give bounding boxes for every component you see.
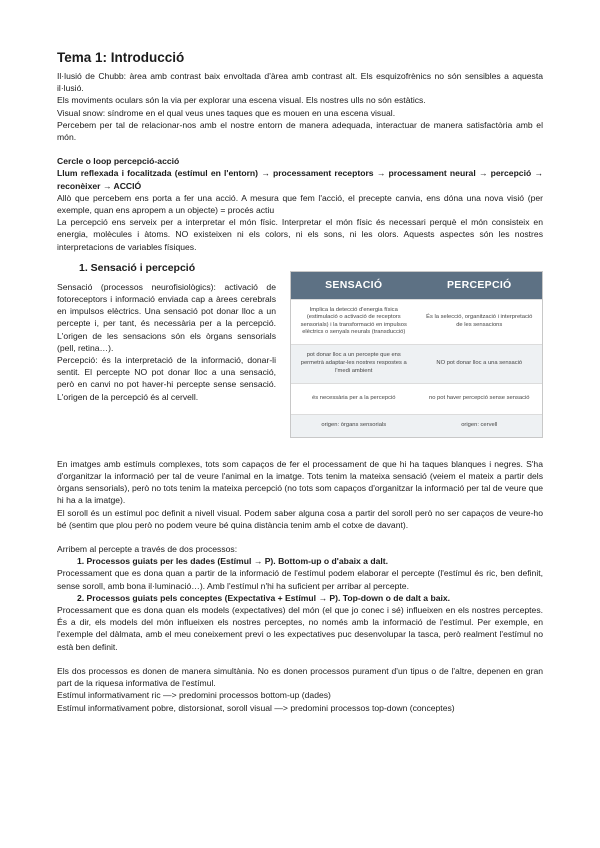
- paragraph: Processament que es dona quan els models (expectatives) del món (el que jo conec i sé) influeixen en els nostres perceptes. És a dir, els models del món influeixen els nostres perceptes, no només amb la informació de l'estímul. Per exemple, en l'exemple del dàlmata, amb el meu coneixement previ o les expectatives puc desenvolupar la tasca, però realment l'estímul no està ben definit.: [57, 605, 543, 652]
- list-item-heading: 2. Processos guiats pels conceptes (Expectativa + Estímul → P). Top-down o de dalt a baix.: [77, 592, 451, 603]
- paragraph: Visual snow: síndrome en el qual veus unes taques que es mouen en una escena visual.: [57, 107, 396, 118]
- subheading: Cercle o loop percepció-acció: [57, 156, 180, 167]
- table-cell: és necessària per a la percepció: [312, 395, 396, 402]
- table-cell: És la selecció, organització i interpretació de les sensacions: [426, 314, 533, 328]
- paragraph: Sensació (processos neurofisiològics): activació de fotoreceptors i informació enviada cap a àrees cerebrals en impulsos elèctrics. Una sensació pot donar lloc a un percepte i, per tant, és necessària per a la percepció. L'origen de les sensacions són els òrgans sensorials (pell, retina…).: [57, 281, 276, 353]
- paragraph: Els dos processos es donen de manera simultània. No es donen processos purament d'un tipus o de l'altre, depenen en gran part de la riquesa informativa de l'estímul.: [57, 665, 543, 689]
- list-item-heading: 1. Processos guiats per les dades (Estímul → P). Bottom-up o d'abaix a dalt.: [77, 556, 389, 567]
- paragraph: El soroll és un estímul poc definit a nivell visual. Podem saber alguna cosa a partir del soroll però no ser capaços de veure-ho bé (sentim que plou però no podem veure bé quina distància tenim amb el cotxe de davant).: [57, 507, 543, 530]
- paragraph: Il·lusió de Chubb: àrea amb contrast baix envoltada d'àrea amb contrast alt. Els esquizofrènics no són sensibles a aquesta il·lusió.: [57, 71, 543, 94]
- document-page: [57, 50, 543, 714]
- page-title: Tema 1: Introducció: [57, 50, 185, 65]
- table-row: [291, 383, 542, 414]
- paragraph: La percepció ens serveix per a interpretar el món físic. Interpretar el món físic és necessari perquè el món consisteix en energia, molècules i àtoms. NO existeixen ni els colors, ni els sons, ni les olors. Aquests aspectes són les nostres interpretacions de variables físiques.: [57, 217, 543, 252]
- paragraph: Percebem per tal de relacionar-nos amb el nostre entorn de manera adequada, interactuar de manera satisfactòria amb el món.: [57, 119, 543, 143]
- section-sensacio-percepcio: [57, 261, 543, 438]
- table-cell: no pot haver percepció sense sensació: [428, 395, 530, 402]
- paragraph: Estímul informativament ric —> predomini processos bottom-up (dades): [57, 690, 331, 701]
- paragraph: En imatges amb estímuls complexes, tots som capaços de fer el processament de que hi ha taques blanques i negres. S'ha d'organitzar la informació per tal de veure l'animal en la imatge. Tots tenim la mateixa sensació (veiem el mateix a partir dels òrgans sensorials), però no tots tenim la mateixa percepció (no tots som capaços d'organitzar la informació per tal de veure que hi ha a la imatge).: [57, 458, 544, 506]
- paragraph: Allò que percebem ens porta a fer una acció. A mesura que fem l'acció, el precepte canvia, ens dóna una nova visió (per exemple, quan ens apropem a un objecte) = procés actiu: [57, 192, 543, 216]
- table-cell: origen: cervell: [461, 422, 498, 429]
- comparison-table: [290, 271, 543, 438]
- paragraph: Estímul informativament pobre, distorsionat, soroll visual —> predomini processos top-down (conceptes): [57, 702, 455, 713]
- flow-text: Llum reflexada i focalitzada (estímul en l'entorn) → processament receptors → processament neural → percepció → reconèixer → ACCIÓ: [57, 168, 543, 191]
- table-row: [291, 299, 542, 344]
- table-header-cell: PERCEPCIÓ: [446, 279, 512, 292]
- table-header-cell: SENSACIÓ: [325, 279, 383, 292]
- table-cell: pot donar lloc a un percepte que ens permetrà adaptar-les nostres respostes a l'medi ambient: [300, 352, 407, 374]
- table-row: [291, 344, 542, 383]
- paragraph: Arribem al percepte a través de dos processos:: [57, 544, 238, 555]
- paragraph: Processament que es dona quan a partir de la informació de l'estímul podem elaborar el percepte (l'estímul és ric, ben definit, sense soroll, amb bona il·luminació…). Amb l'estímul n'hi ha suficient per arribar al percepte.: [57, 568, 543, 591]
- table-cell: NO pot donar lloc a una sensació: [436, 360, 523, 367]
- table-header: [291, 272, 542, 299]
- paragraph: Els moviments oculars són la via per explorar una escena visual. Els nostres ulls no són estàtics.: [57, 95, 426, 106]
- table-cell: Implica la detecció d'energia física (estimulació o activació de receptors sensorials) i la transformació en impulsos elèctrics o senyals neurals (transducció): [300, 306, 407, 336]
- table-cell: origen: òrgans sensorials: [321, 422, 387, 429]
- paragraph: Percepció: és la interpretació de la informació, donar-li sentit. El percepte NO pot donar lloc a una sensació, però en canvi no pot haver-hi percepte sense sensació. L'origen de la percepció és al cervell.: [57, 355, 276, 402]
- section-heading: 1. Sensació i percepció: [79, 261, 196, 274]
- table-row: [291, 414, 542, 437]
